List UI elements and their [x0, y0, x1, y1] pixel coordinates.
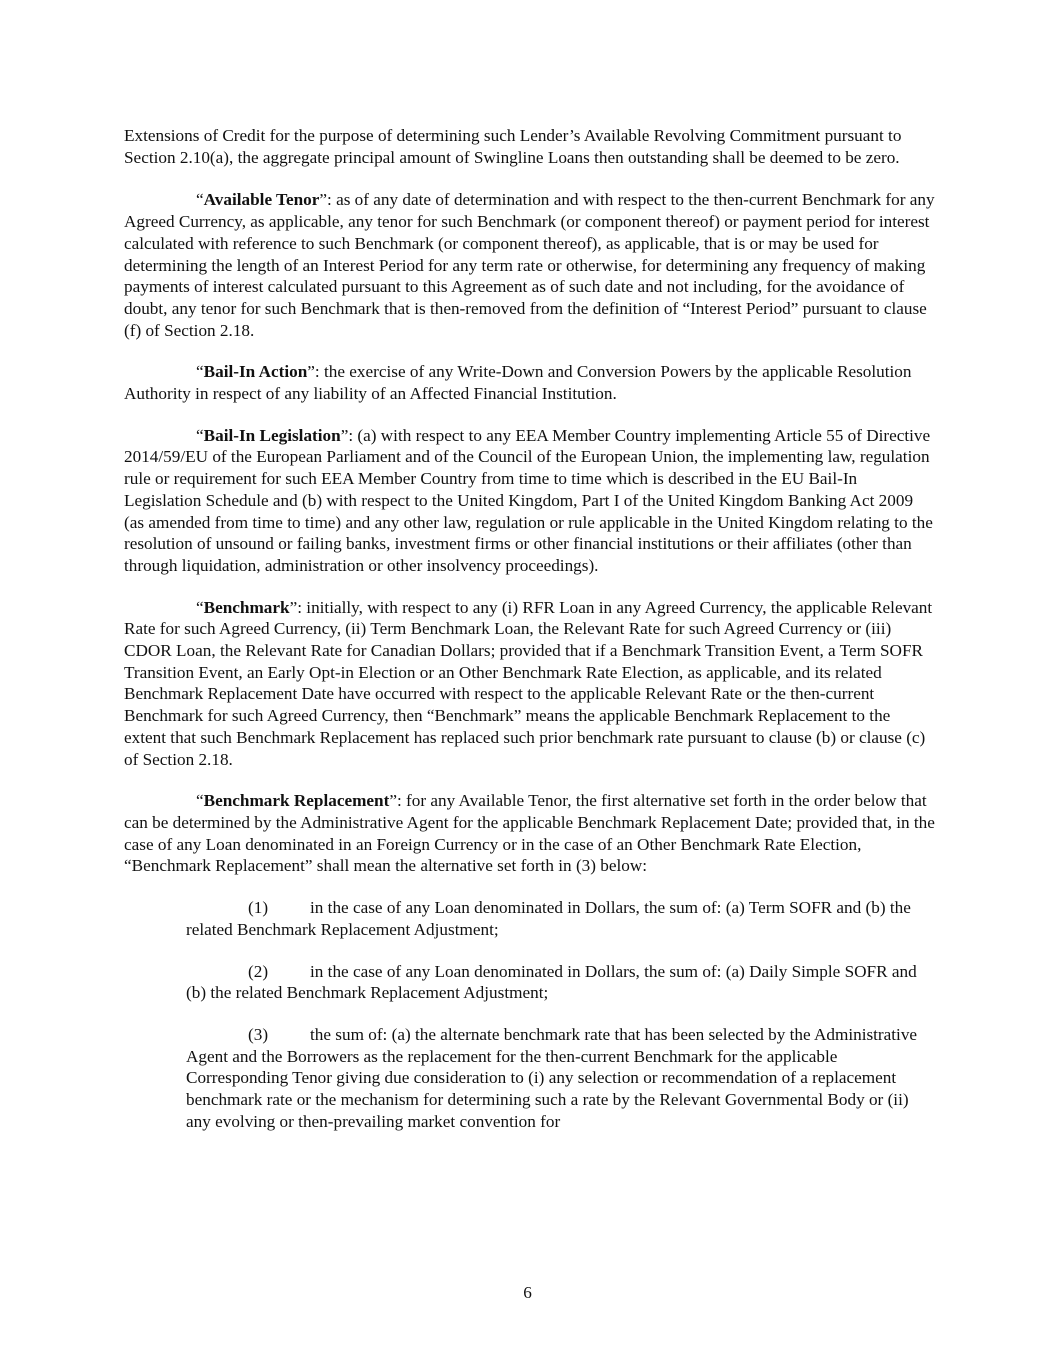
definition-text: : as of any date of determination and with respect to the then-current Benchmark for any Agreed Currency, as applicable, any tenor for such Benchmark (or component thereof) or payment period for interest calculated with reference to such Benchmark (or component thereof), as applicable, that is or may be used for determining the length of an Interest Period for any term rate or otherwise, for determining any frequency of making payments of interest calculated pursuant to this Agreement as of such date and not including, for the avoidance of doubt, any tenor for such Benchmark that is then-removed from the definition of “Interest Period” pursuant to clause (f) of Section 2.18. — [124, 190, 935, 340]
defined-term: Bail-In Legislation — [203, 425, 341, 445]
defined-term: Benchmark Replacement — [203, 791, 390, 811]
definition-benchmark — [124, 597, 936, 771]
definition-bail-in-legislation — [124, 425, 936, 577]
close-quote: ” — [319, 190, 327, 210]
definition-text: : (a) with respect to any EEA Member Country implementing Article 55 of Directive 2014/59/EU of the European Parliament and of the Council of the European Union, the implementing law, regulation rule or requirement for such EEA Member Country from time to time which is described in the EU Bail-In Legislation Schedule and (b) with respect to the United Kingdom, Part I of the United Kingdom Banking Act 2009 (as amended from time to time) and any other law, regulation or rule applicable in the United Kingdom relating to the resolution of unsound or failing banks, investment firms or other financial institutions or their affiliates (other than through liquidation, administration or other insolvency proceedings). — [124, 425, 933, 575]
clause-text: in the case of any Loan denominated in Dollars, the sum of: (a) Daily Simple SOFR and (b) the related Benchmark Replacement Adjustment; — [186, 961, 917, 1003]
definition-text: : for any Available Tenor, the first alternative set forth in the order below that can be determined by the Administrative Agent for the applicable Benchmark Replacement Date; provided that, in the case of any Loan denominated in an Foreign Currency or in the case of an Other Benchmark Rate Election, “Benchmark Replacement” shall mean the alternative set forth in (3) below: — [124, 791, 935, 876]
definition-bail-in-action — [124, 361, 936, 404]
clause-number: (3) — [248, 1024, 269, 1044]
close-quote: ” — [389, 791, 397, 811]
open-quote: “ — [196, 425, 204, 445]
open-quote: “ — [196, 190, 204, 210]
document-page — [124, 125, 936, 1152]
clause-2 — [186, 961, 936, 1004]
open-quote: “ — [196, 362, 204, 382]
defined-term: Bail-In Action — [203, 362, 308, 382]
open-quote: “ — [196, 791, 204, 811]
page-number: 6 — [523, 1283, 532, 1302]
clause-3 — [186, 1024, 936, 1133]
clause-1 — [186, 897, 936, 940]
clause-text: the sum of: (a) the alternate benchmark rate that has been selected by the Administrative Agent and the Borrowers as the replacement for the then-current Benchmark for the applicable Corresponding Tenor giving due consideration to (i) any selection or recommendation of a replacement benchmark rate or the mechanism for determining such a rate by the Relevant Governmental Body or (ii) any evolving or then-prevailing market convention for — [186, 1024, 918, 1131]
definition-available-tenor — [124, 189, 936, 341]
clause-number: (2) — [248, 961, 269, 981]
open-quote: “ — [196, 597, 204, 617]
definition-text: : initially, with respect to any (i) RFR Loan in any Agreed Currency, the applicable Relevant Rate for such Agreed Currency, (ii) Term Benchmark Loan, the Relevant Rate for such Agreed Currency or (iii) CDOR Loan, the Relevant Rate for Canadian Dollars; provided that if a Benchmark Transition Event, a Term SOFR Transition Event, an Early Opt-in Election or an Other Benchmark Rate Election, as applicable, and its related Benchmark Replacement Date have occurred with respect to the applicable Relevant Rate or the then-current Benchmark for such Agreed Currency, then “Benchmark” means the applicable Benchmark Replacement to the extent that such Benchmark Replacement has replaced such prior benchmark rate pursuant to clause (b) or clause (c) of Section 2.18. — [124, 597, 933, 769]
continuation-paragraph: Extensions of Credit for the purpose of determining such Lender’s Available Revolving Commitment pursuant to Section 2.10(a), the aggregate principal amount of Swingline Loans then outstanding shall be deemed to be zero. — [124, 126, 902, 167]
definition-benchmark-replacement — [124, 790, 936, 877]
close-quote: ” — [307, 362, 315, 382]
definition-text: : the exercise of any Write-Down and Conversion Powers by the applicable Resolution Authority in respect of any liability of an Affected Financial Institution. — [124, 362, 912, 404]
clause-text: in the case of any Loan denominated in Dollars, the sum of: (a) Term SOFR and (b) the related Benchmark Replacement Adjustment; — [186, 898, 911, 939]
defined-term: Benchmark — [203, 597, 290, 617]
defined-term: Available Tenor — [203, 190, 320, 210]
close-quote: ” — [289, 597, 298, 617]
close-quote: ” — [340, 425, 349, 445]
clause-number: (1) — [248, 898, 269, 918]
